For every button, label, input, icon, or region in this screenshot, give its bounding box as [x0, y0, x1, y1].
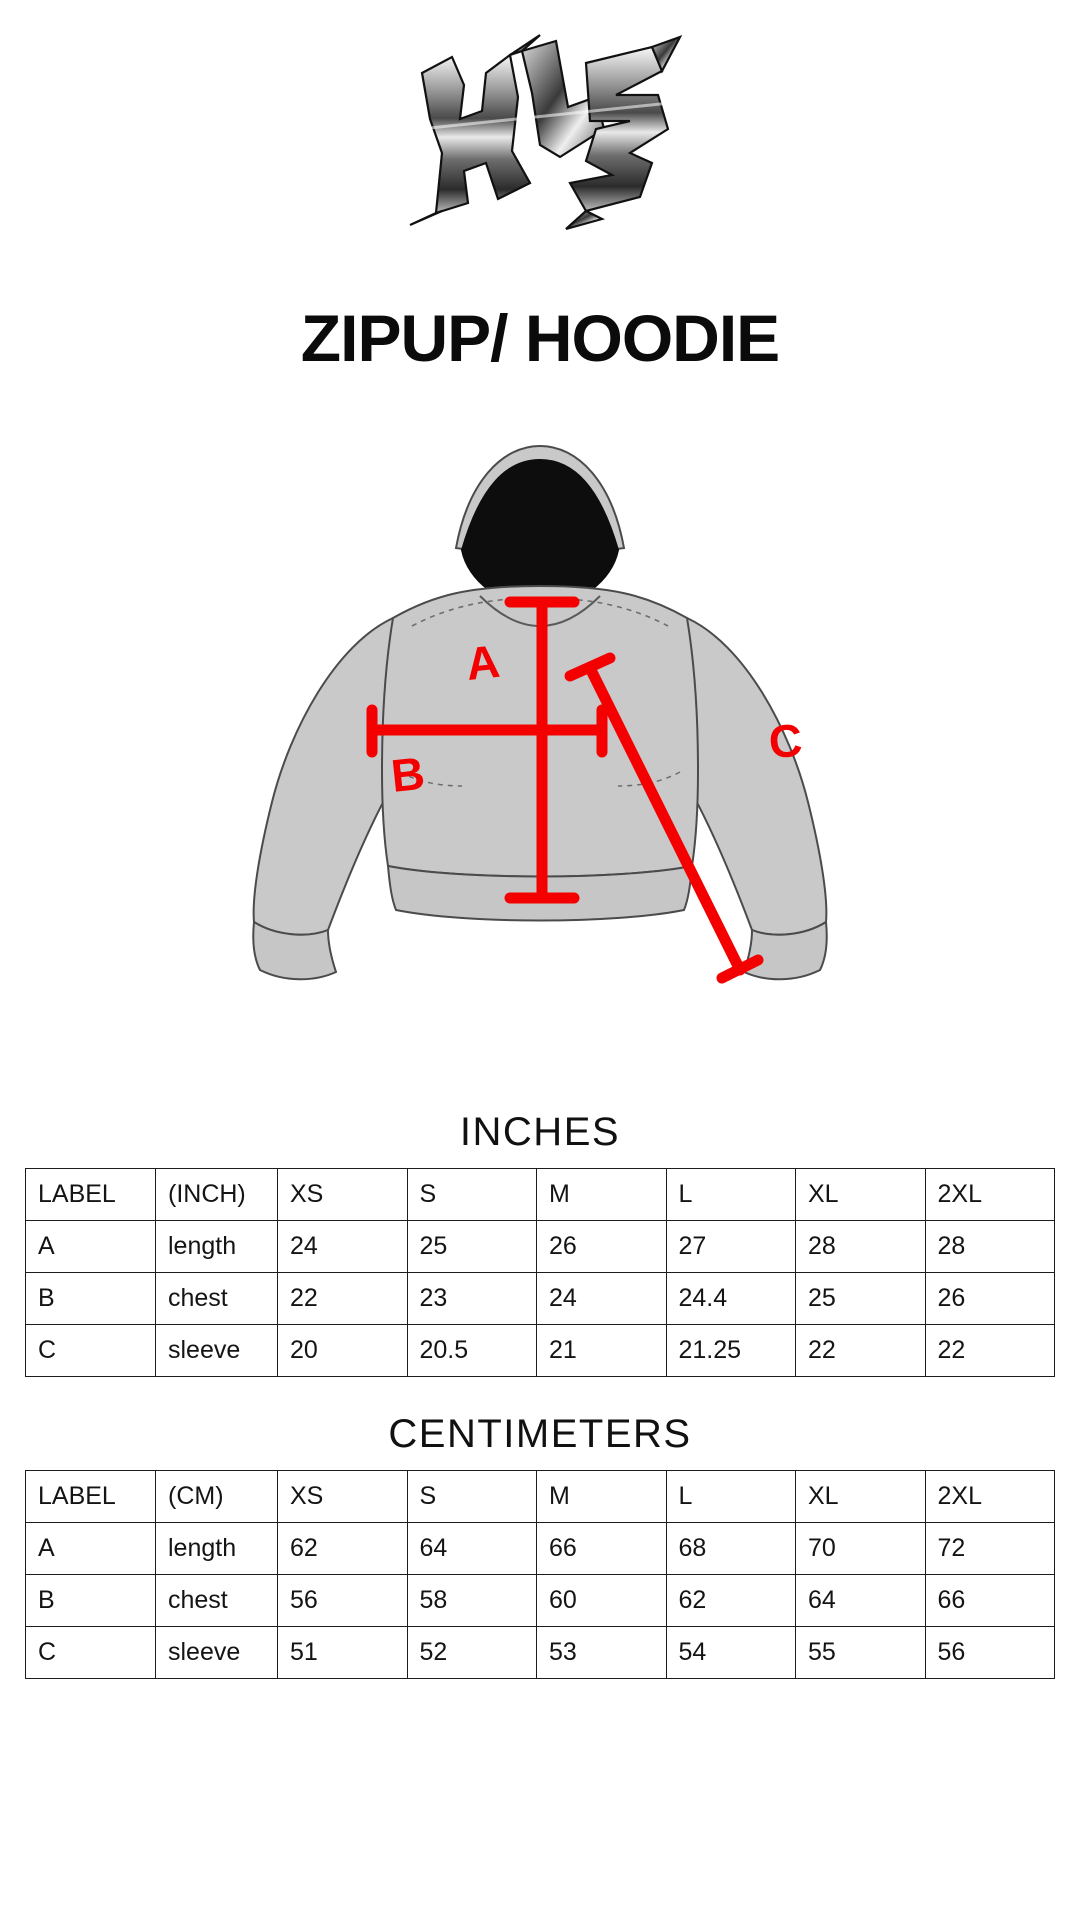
cell: 72 [925, 1523, 1055, 1575]
column-header: 2XL [925, 1169, 1055, 1221]
table-row [26, 1575, 1055, 1627]
cell: 60 [537, 1575, 667, 1627]
cell: 52 [407, 1627, 537, 1679]
cell: 20.5 [407, 1325, 537, 1377]
cell: B [26, 1575, 156, 1627]
cell: 56 [278, 1575, 408, 1627]
cell: 62 [278, 1523, 408, 1575]
table-row [26, 1523, 1055, 1575]
cell: 22 [796, 1325, 926, 1377]
column-header: (INCH) [156, 1169, 278, 1221]
cell: 21.25 [666, 1325, 796, 1377]
column-header: 2XL [925, 1471, 1055, 1523]
table-header-row [26, 1169, 1055, 1221]
cell: 64 [407, 1523, 537, 1575]
cell: sleeve [156, 1627, 278, 1679]
svg-text:C: C [767, 713, 804, 768]
column-header: XL [796, 1169, 926, 1221]
cell: length [156, 1523, 278, 1575]
cell: 55 [796, 1627, 926, 1679]
column-header: XL [796, 1471, 926, 1523]
centimeters-heading: CENTIMETERS [388, 1412, 692, 1456]
cell: 66 [537, 1523, 667, 1575]
table-header-row [26, 1471, 1055, 1523]
cell: A [26, 1523, 156, 1575]
cell: length [156, 1221, 278, 1273]
cell: 21 [537, 1325, 667, 1377]
cell: 24.4 [666, 1273, 796, 1325]
page-title: ZIPUP/ HOODIE [300, 301, 780, 375]
inches-size-table [25, 1168, 1055, 1377]
cell: sleeve [156, 1325, 278, 1377]
column-header: LABEL [26, 1471, 156, 1523]
cell: 62 [666, 1575, 796, 1627]
column-header: M [537, 1471, 667, 1523]
cell: 22 [925, 1325, 1055, 1377]
column-header: LABEL [26, 1169, 156, 1221]
cell: 70 [796, 1523, 926, 1575]
garment-diagram [150, 430, 930, 990]
brand-logo [0, 28, 1080, 238]
column-header: (CM) [156, 1471, 278, 1523]
column-header: S [407, 1169, 537, 1221]
table-row [26, 1325, 1055, 1377]
cell: 26 [925, 1273, 1055, 1325]
cell: 66 [925, 1575, 1055, 1627]
cell: 25 [407, 1221, 537, 1273]
cell: chest [156, 1575, 278, 1627]
cell: 28 [796, 1221, 926, 1273]
cell: B [26, 1273, 156, 1325]
column-header: L [666, 1169, 796, 1221]
cell: C [26, 1325, 156, 1377]
column-header: L [666, 1471, 796, 1523]
cell: 28 [925, 1221, 1055, 1273]
cell: chest [156, 1273, 278, 1325]
column-header: M [537, 1169, 667, 1221]
cell: A [26, 1221, 156, 1273]
cell: 56 [925, 1627, 1055, 1679]
centimeters-size-table [25, 1470, 1055, 1679]
cell: 26 [537, 1221, 667, 1273]
table-row [26, 1627, 1055, 1679]
cell: C [26, 1627, 156, 1679]
cell: 51 [278, 1627, 408, 1679]
cell: 58 [407, 1575, 537, 1627]
inches-heading: INCHES [459, 1110, 621, 1154]
column-header: XS [278, 1169, 408, 1221]
cell: 53 [537, 1627, 667, 1679]
cell: 23 [407, 1273, 537, 1325]
cell: 20 [278, 1325, 408, 1377]
cell: 64 [796, 1575, 926, 1627]
cell: 68 [666, 1523, 796, 1575]
column-header: XS [278, 1471, 408, 1523]
column-header: S [407, 1471, 537, 1523]
cell: 24 [537, 1273, 667, 1325]
table-row [26, 1221, 1055, 1273]
cell: 24 [278, 1221, 408, 1273]
cell: 22 [278, 1273, 408, 1325]
svg-text:B: B [388, 746, 428, 802]
cell: 54 [666, 1627, 796, 1679]
cell: 27 [666, 1221, 796, 1273]
svg-text:A: A [463, 634, 503, 690]
cell: 25 [796, 1273, 926, 1325]
table-row [26, 1273, 1055, 1325]
